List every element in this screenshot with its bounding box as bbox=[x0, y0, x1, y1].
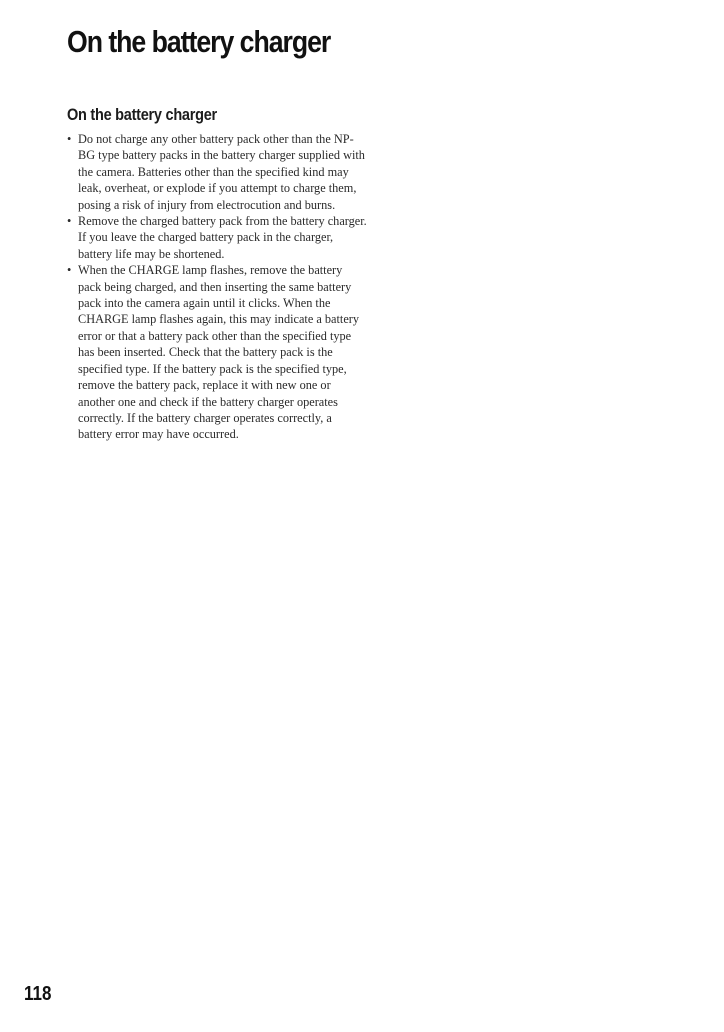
bullet-icon: • bbox=[67, 214, 72, 229]
bullet-icon: • bbox=[67, 132, 72, 146]
bullet-icon: • bbox=[67, 263, 72, 278]
page-number: 118 bbox=[24, 983, 52, 1005]
precautions-list bbox=[67, 131, 367, 443]
list-item-text: When the CHARGE lamp flashes, remove the battery pack being charged, and then inserting the same battery pack into the camera again until it clicks. When the CHARGE lamp flashes again, this may indicate a battery error or that a battery pack other than the specified type has been inserted. Check that the battery pack is the specified type. If the battery pack is the specified type, remove the battery pack, replace it with new one or another one and check if the battery charger operates correctly. If the battery charger operates correctly, a battery error may have occurred. bbox=[78, 263, 360, 442]
page-title: On the battery charger bbox=[67, 24, 331, 59]
section-heading: On the battery charger bbox=[67, 106, 217, 124]
list-item bbox=[67, 213, 367, 262]
list-item bbox=[67, 131, 367, 213]
list-item-text: Do not charge any other battery pack other than the NP-BG type battery packs in the battery charger supplied with the camera. Batteries other than the specified kind may leak, overheat, or explode if you attempt to charge them, posing a risk of injury from electrocution and burns. bbox=[78, 132, 365, 212]
battery-charger-section bbox=[67, 106, 367, 443]
list-item-text: Remove the charged battery pack from the battery charger. If you leave the charged battery pack in the charger, battery life may be shortened. bbox=[78, 214, 367, 261]
list-item bbox=[67, 262, 367, 442]
